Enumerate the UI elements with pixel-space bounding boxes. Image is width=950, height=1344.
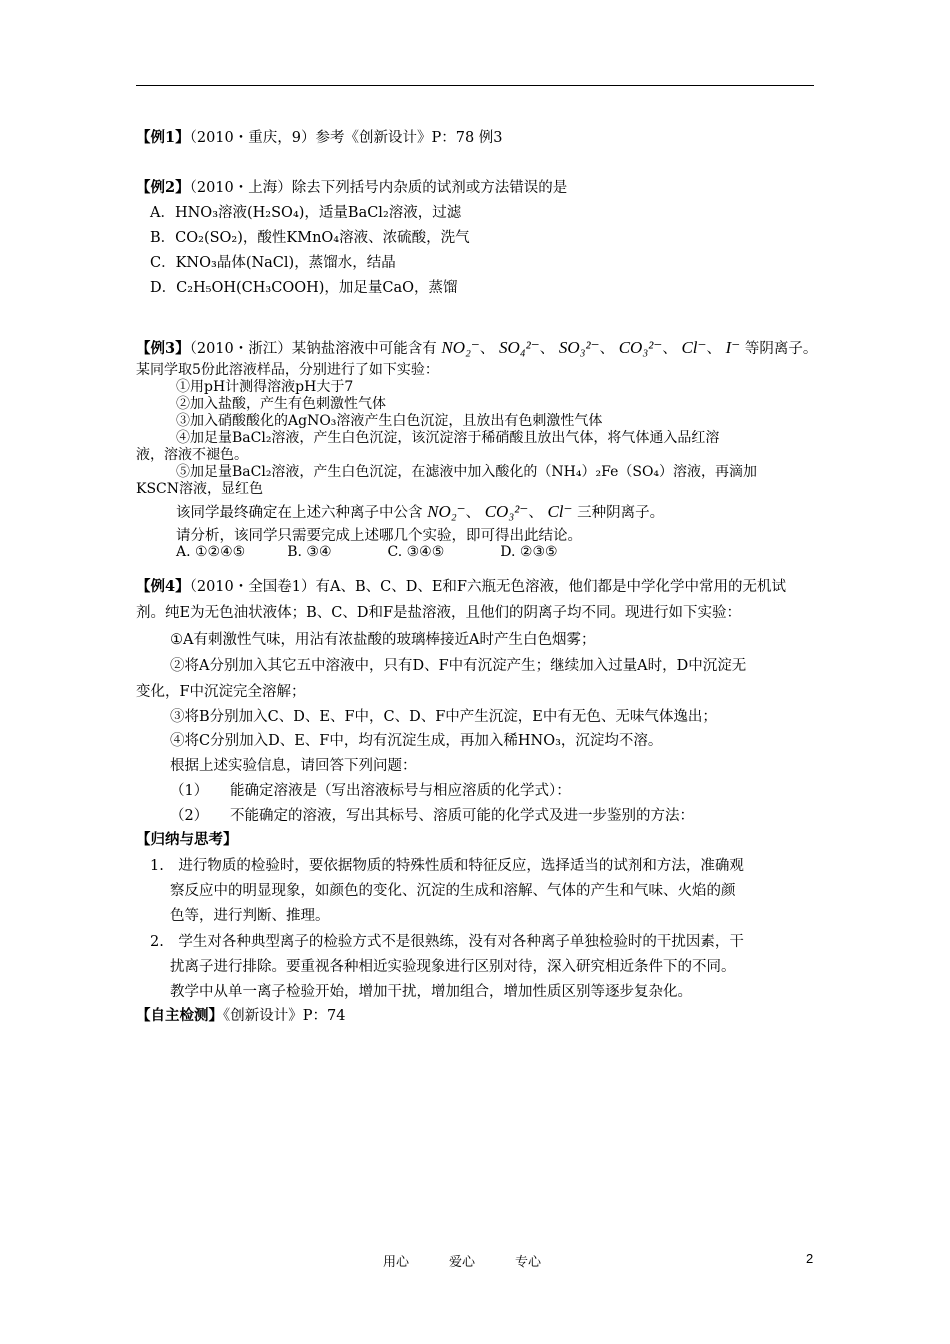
summary-item-1a: 1. 进行物质的检验时，要依据物质的特殊性质和特征反应，选择适当的试剂和方法，准确观 [150,858,744,874]
example-4-line-1-text: （2010・全国卷1）有A、B、C、D、E和F六瓶无色溶液，他们都是中学化学中常用的无机试 [189,579,786,595]
example-3-stem-text: （2010・浙江）某钠盐溶液中可能含有 [189,341,437,357]
separator: 、 [528,505,543,521]
self-test-label: 【自主检测】 [136,1007,223,1024]
example-2-option-b: B．CO₂(SO₂)，酸性KMnO₄溶液、浓硫酸，洗气 [150,230,470,246]
separator: 、 [539,341,555,357]
example-4-line-7: ④将C分别加入D、E、F中，均有沉淀生成，再加入稀HNO₃，沉淀均不溶。 [170,733,663,749]
separator: 、 [465,505,481,521]
example-4-question-1: （1） 能确定溶液是（写出溶液标号与相应溶质的化学式）： [170,783,571,799]
example-2-option-d: D．C₂H₅OH(CH₃COOH)，加足量CaO，蒸馏 [150,280,458,296]
example-4-question-2: （2） 不能确定的溶液，写出其标号、溶质可能的化学式及进一步鉴别的方法： [170,808,694,824]
ion-nitrite: NO₂⁻ [427,502,466,521]
ion-carbonate: CO₃²⁻ [618,338,663,357]
summary-item-2a: 2. 学生对各种典型离子的检验方式不是很熟练，没有对各种离子单独检验时的干扰因素，干 [150,934,744,950]
example-3-step-5a: ⑤加足量BaCl₂溶液，产生白色沉淀，在滤液中加入酸化的（NH₄）₂Fe（SO₄）溶液，再滴加 [176,464,758,480]
example-3-stem-end: 等阴离子。 [744,341,818,357]
page-footer [383,1251,581,1270]
self-test-text: 《创新设计》P：74 [223,1008,346,1024]
summary-heading: 【归纳与思考】 [136,831,238,848]
separator: 、 [706,341,721,357]
example-3-step-4a: ④加足量BaCl₂溶液，产生白色沉淀，该沉淀溶于稀硝酸且放出气体，将气体通入品红溶 [176,430,720,446]
example-1 [136,128,503,148]
example-3-conclusion-text: 该同学最终确定在上述六种离子中公含 [176,505,423,521]
ion-sulfate: SO₄²⁻ [498,338,540,357]
ion-carbonate: CO₃²⁻ [484,502,529,521]
example-3-step-2: ②加入盐酸，产生有色刺激性气体 [176,396,386,412]
separator: 、 [479,341,495,357]
example-3-stem [136,338,817,359]
footer-word-1: 用心 [383,1255,410,1270]
example-2-option-a: A．HNO₃溶液(H₂SO₄)，适量BaCl₂溶液，过滤 [150,205,462,221]
example-4-line-8: 根据上述实验信息，请回答下列问题： [170,758,417,774]
example-1-text: （2010・重庆，9）参考《创新设计》P：78 例3 [189,130,503,146]
example-2-stem [136,178,567,198]
header-rule [136,85,814,86]
example-2-label: 【例2】 [136,179,190,196]
example-4-line-3: ①A有刺激性气味，用沾有浓盐酸的玻璃棒接近A时产生白色烟雾； [170,632,596,648]
ion-chloride: Cl⁻ [547,502,573,521]
example-4-line-6: ③将B分别加入C、D、E、F中，C、D、F中产生沉淀，E中有无色、无味气体逸出； [170,709,717,725]
example-3-conclusion-end: 三种阴离子。 [577,505,665,521]
ion-sulfite: SO₃²⁻ [558,338,600,357]
example-3-step-1: ①用pH计测得溶液pH大于7 [176,379,354,395]
ion-chloride: Cl⁻ [681,338,707,357]
example-3-step-3: ③加入硝酸酸化的AgNO₃溶液产生白色沉淀，且放出有色刺激性气体 [176,413,603,429]
example-2-option-c: C．KNO₃晶体(NaCl)，蒸馏水，结晶 [150,255,396,271]
footer-word-3: 专心 [515,1255,542,1270]
ion-nitrite: NO₂⁻ [441,338,480,357]
example-4-line-1 [136,577,786,597]
example-3-step-5b: KSCN溶液，显红色 [136,481,264,497]
summary-item-2b: 扰离子进行排除。要重视各种相近实验现象进行区别对待，深入研究相近条件下的不同。 [170,959,736,975]
summary-item-1c: 色等，进行判断、推理。 [170,908,330,924]
example-4-line-2: 剂。纯E为无色油状液体；B、C、D和F是盐溶液，且他们的阴离子均不同。现进行如下实验： [136,605,742,621]
separator: 、 [599,341,615,357]
example-3-conclusion [176,502,664,523]
ion-iodide: I⁻ [725,338,741,357]
example-3-step-4b: 液，溶液不褪色。 [136,447,248,463]
example-3-line-2: 某同学取5份此溶液样品，分别进行了如下实验： [136,362,439,378]
page-number: 2 [806,1251,814,1266]
example-2-stem-text: （2010・上海）除去下列括号内杂质的试剂或方法错误的是 [189,180,568,196]
self-test [136,1006,345,1026]
summary-item-1b: 察反应中的明显现象，如颜色的变化、沉淀的生成和溶解、气体的产生和气味、火焰的颜 [170,883,736,899]
summary-item-2c: 教学中从单一离子检验开始，增加干扰，增加组合，增加性质区别等逐步复杂化。 [170,984,692,1000]
example-3-options: A. ①②④⑤ B. ③④ C. ③④⑤ D. ②③⑤ [176,544,558,560]
footer-word-2: 爱心 [449,1255,476,1270]
example-4-label: 【例4】 [136,578,190,595]
example-4-line-4: ②将A分别加入其它五中溶液中，只有D、F中有沉淀产生；继续加入过量A时，D中沉淀无 [170,658,747,674]
example-1-label: 【例1】 [136,129,190,146]
example-3-label: 【例3】 [136,340,190,357]
separator: 、 [662,341,677,357]
example-4-line-5: 变化，F中沉淀完全溶解； [136,684,306,700]
example-3-question: 请分析，该同学只需要完成上述哪几个实验，即可得出此结论。 [176,528,582,544]
